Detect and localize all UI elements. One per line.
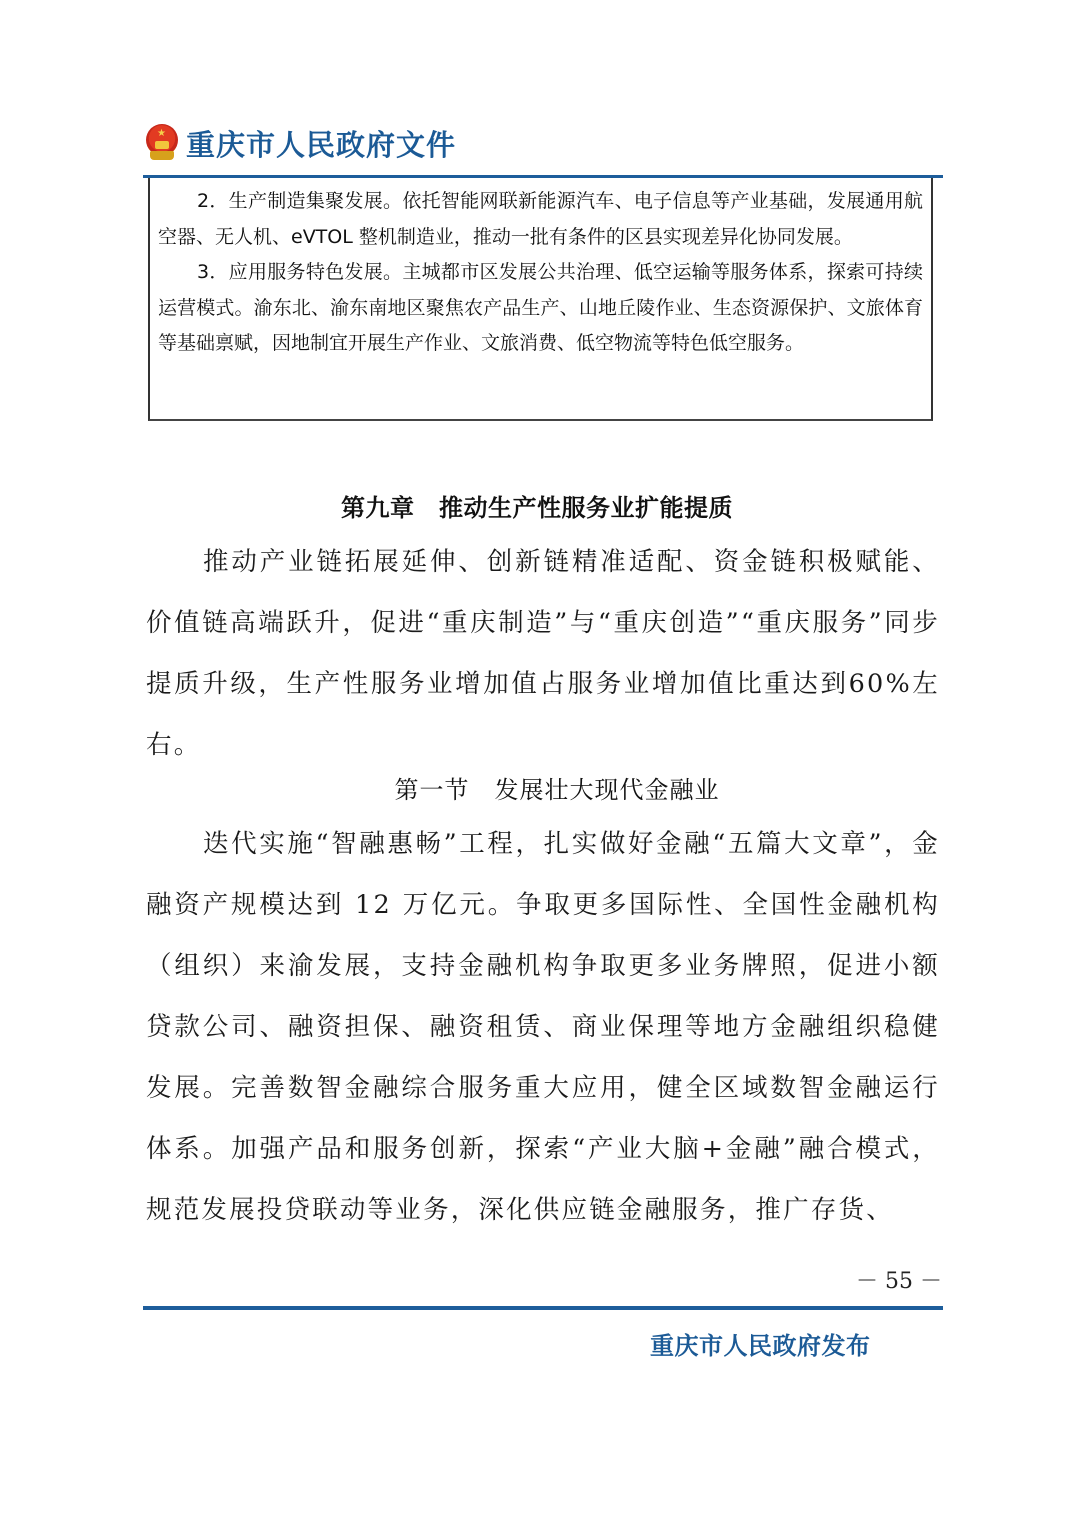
box-item-2: 2．生产制造集聚发展。依托智能网联新能源汽车、电子信息等产业基础，发展通用航空器、无人机、eVTOL 整机制造业，推动一批有条件的区县实现差异化协同发展。 — [158, 190, 923, 248]
page-number: － 55 － — [856, 1269, 942, 1294]
chapter-title: 第九章 推动生产性服务业扩能提质 — [341, 494, 733, 522]
header-title: 重庆市人民政府文件 — [186, 127, 457, 162]
section-title: 第一节 发展壮大现代金融业 — [394, 776, 720, 804]
chapter-intro: 推动产业链拓展延伸、创新链精准适配、资金链积极赋能、价值链高端跃升，促进“重庆制造”与“重庆创造”“重庆服务”同步提质升级，生产性服务业增加值占服务业增加值比重达到60%左右。 — [146, 547, 940, 760]
publisher-label: 重庆市人民政府发布 — [650, 1331, 871, 1360]
national-emblem-icon: ★ — [144, 124, 180, 162]
box-item-3: 3．应用服务特色发展。主城都市区发展公共治理、低空运输等服务体系，探索可持续运营模式。渝东北、渝东南地区聚焦农产品生产、山地丘陵作业、生态资源保护、文旅体育等基础禀赋，因地制宜开展生产作业、文旅消费、低空物流等特色低空服务。 — [158, 261, 923, 354]
section-body: 迭代实施“智融惠畅”工程，扎实做好金融“五篇大文章”，金融资产规模达到 12 万亿元。争取更多国际性、全国性金融机构（组织）来渝发展，支持金融机构争取更多业务牌照，促进小额贷款公司、融资担保、融资租赁、商业保理等地方金融组织稳健发展。完善数智金融综合服务重大应用，健全区域数智金融运行体系。加强产品和服务创新，探索“产业大脑+金融”融合模式，规范发展投贷联动等业务，深化供应链金融服务，推广存货、 — [146, 829, 940, 1225]
footer-rule — [143, 1306, 943, 1310]
document-header — [144, 120, 456, 166]
boxed-text — [148, 178, 933, 421]
